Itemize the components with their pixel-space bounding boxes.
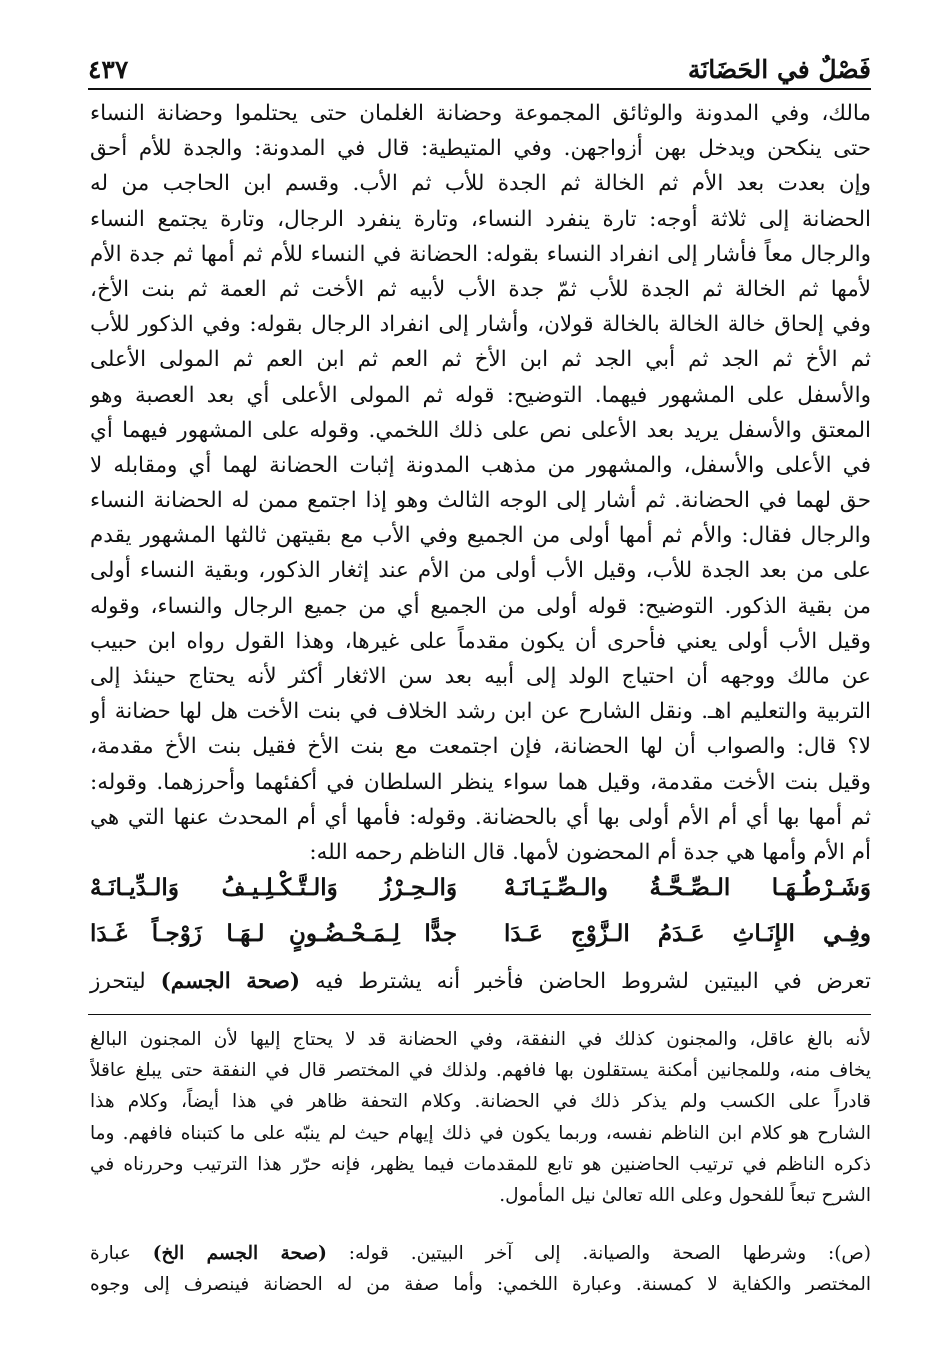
bold-term: (صحة الجسم الخ) — [152, 1243, 327, 1264]
footnote-line: الشارح هو كلام ابن الناظم نفسه، وربما يكون في ذلك إيهام حيث لم ينبّه على ما كتبناه فافهم. وما — [90, 1122, 871, 1144]
main-text-line: وقيل الأب أولى يعني فأحرى أن يكون مقدماً على غيرها، وهذا القول رواه ابن حبيب — [90, 628, 871, 654]
poem-verse — [90, 874, 871, 901]
footnote-line: ذكره الناظم في ترتيب الحاضنين هو تابع للمقدمات فيما يظهر، فإنه حرّر هذا الترتيب وحررناه في — [90, 1153, 871, 1175]
main-text-line: والرجال معاً فأشار إلى انفراد النساء بقوله: الحضانة في النساء للأم ثم أمها ثم جدة الأم — [90, 241, 871, 267]
main-text-line: حق لهما في الحضانة. ثم أشار إلى الوجه الثالث وهو إذا اجتمع ممن له الحضانة النساء — [90, 488, 871, 514]
commentary-line: المختصر والكفاية لا كمسنة. وعبارة اللخمي: وأما صفة من له الحضانة فينصرف إلى وجوه — [90, 1274, 871, 1296]
main-text-line: ثم أمها بها أي أم الأم أولى بها أي بالحضانة. وقوله: فأمها أي أم المحدث عنها التي هي — [90, 804, 871, 830]
verse-second-hemistich: وَالـحِـرْزُ وَالـتَّـكْـلِـيـفُ وَالـدِّيـانَـهْ — [90, 874, 458, 901]
main-text — [90, 96, 871, 870]
text-run: (ص): وشرطها الصحة والصيانة. إلى آخر البيتين. قوله: — [326, 1243, 871, 1264]
footnote-line: يخاف منه، وللمجانين أمكنة يستقلون بها فافهم. ولذلك في المختصر قال في النفقة حتى يبلغ عاقلاً — [90, 1060, 871, 1082]
main-text-line: مالك، وفي المدونة والوثائق المجموعة وحضانة الغلمان حتى يحتلموا وحضانة النساء — [90, 101, 871, 126]
verse-second-hemistich: جدًّا لِـمَـحْـضُـونٍ لـهَـا زَوْجـاً غَـدَا — [90, 920, 458, 947]
page-number: ٤٣٧ — [88, 55, 129, 84]
main-text-line: ثم الأخ ثم الجد ثم أبي الجد ثم ابن الأخ ثم العم ثم ابن العم ثم المولى الأعلى — [90, 347, 871, 373]
main-text-line: من بقية الذكور. التوضيح: قوله أولى من الجميع أي من جميع الرجال والنساء، وقوله — [90, 593, 871, 619]
verse-commentary-line — [90, 964, 871, 999]
footnote-divider — [88, 1014, 871, 1015]
page-header — [88, 40, 871, 90]
footnote-line: قادراً على الكسب ولم يذكر ذلك في الحضانة. وكلام التحفة ظاهر في هذا أيضاً، وكلام هذا — [90, 1091, 871, 1113]
main-text-line: التربية والتعليم اهـ. ونقل الشارح عن ابن رشد الخلاف في بنت الأخت هل لها حضانة أو — [90, 699, 871, 725]
poem-verse — [90, 920, 871, 947]
verse-first-hemistich: وَشَـرْطُـهَـا الـصِّـحَّـةُ والـصِّـيَـانَـهْ — [503, 874, 871, 901]
main-text-line: لا؟ قال: والصواب أن لها الحضانة، فإن اجتمعت مع بنت الأخ فقيل بنت الأخ مقدمة، — [90, 734, 871, 760]
main-text-line: أم الأم وأمها هي جدة أم المحضون لأمها. قال الناظم رحمه الله: — [309, 839, 871, 865]
main-text-line: المعتق والأسفل يريد بعد الأعلى نص على ذلك اللخمي. وقوله على المشهور فيهما أي — [90, 417, 871, 443]
main-text-line: عن مالك ووجهه أن احتياج الولد إلى أبيه بعد سن الاثغار أكثر لأنه يحتاج حينئذ إلى — [90, 664, 871, 689]
verse-first-hemistich: وفِـي الإِنَـاثِ عَـدَمُ الـزَّوْجِ عَـدَا — [503, 920, 871, 947]
footnote-line: لأنه بالغ عاقل، والمجنون كذلك في النفقة، وفي الحضانة قد لا يحتاج إليها لأن المجنون البالغ — [90, 1029, 871, 1050]
text-run: ليتحرز — [90, 969, 161, 994]
footnote-block — [90, 1024, 871, 1211]
bold-term: (صحة الجسم) — [160, 969, 301, 994]
commentary-block — [90, 1238, 871, 1300]
main-text-line: والرجال فقال: والأم ثم أمها أولى من الجميع وفي الأب مع بقيتهن ثالثها المشهور يقدم — [90, 523, 871, 549]
footnote-line: الشرح تبعاً للفحول وعلى الله تعالىٰ نيل المأمول. — [499, 1184, 871, 1206]
main-text-line: لأمها ثم الخالة ثم الجدة للأب ثمّ جدة الأب لأبيه ثم الأخت ثم العمة ثم بنت الأخ، — [90, 276, 871, 302]
chapter-title: فَصْلٌ في الحَضَانَة — [687, 55, 871, 84]
main-text-line: الحضانة إلى ثلاثة أوجه: تارة ينفرد النساء، وتارة ينفرد الرجال، وتارة يجتمع النساء — [90, 206, 871, 232]
main-text-line: وإن بعدت بعد الأم ثم الخالة ثم الجدة للأب ثم الأب. وقسم ابن الحاجب من له — [90, 171, 871, 197]
main-text-line: على من بعد الجدة للأب، وقيل الأب أولى من الأم عند إثغار الذكور، وبقية النساء أولى — [90, 558, 871, 584]
main-text-line: حتى ينكحن ويدخل بهن أزواجهن. وفي المتيطية: قال في المدونة: والجدة للأم أحق — [90, 136, 871, 162]
main-text-line: وقيل بنت الأخت مقدمة، وقيل هما سواء ينظر السلطان في أكفئهما وأحرزهما. وقوله: — [90, 769, 871, 795]
main-text-line: وفي إلحاق خالة الخالة بالخالة قولان، وأشار إلى انفراد الرجال بقوله: وفي الذكور للأب — [90, 312, 871, 338]
main-text-line: والأسفل على المشهور فيهما. التوضيح: قوله ثم المولى الأعلى أي بعد العصبة وهو — [90, 382, 871, 408]
text-run: عبارة — [90, 1243, 153, 1264]
main-text-line: في الأعلى والأسفل، والمشهور من مذهب المدونة إثبات الحضانة لهما أي ومقابله لا — [90, 452, 871, 478]
text-run: تعرض في البيتين لشروط الحاضن فأخبر أنه يشترط فيه — [300, 969, 871, 994]
commentary-line — [90, 1238, 871, 1269]
